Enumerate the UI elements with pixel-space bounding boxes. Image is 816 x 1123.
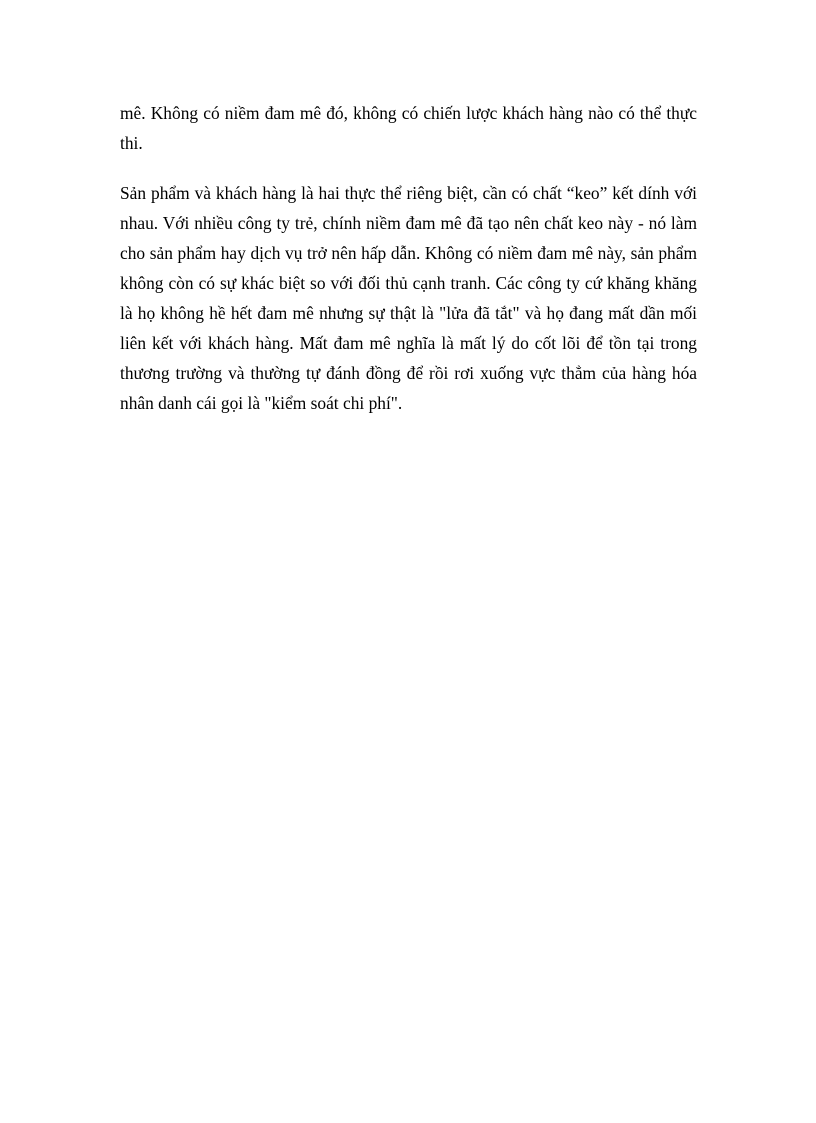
paragraph-2 bbox=[120, 178, 697, 418]
text-line: không còn có sự khác biệt so với đối thủ cạnh tranh. Các công ty cứ khăng khăng bbox=[120, 273, 697, 293]
text-line: Sản phẩm và khách hàng là hai thực thể riêng biệt, cần có chất “keo” kết dính với bbox=[120, 183, 697, 203]
text-line: là họ không hề hết đam mê nhưng sự thật là "lửa đã tắt" và họ đang mất dần mối bbox=[120, 303, 697, 323]
text-line: thi. bbox=[120, 133, 143, 153]
text-line: nhân danh cái gọi là "kiểm soát chi phí". bbox=[120, 393, 403, 413]
text-line: liên kết với khách hàng. Mất đam mê nghĩa là mất lý do cốt lõi để tồn tại trong bbox=[120, 333, 697, 353]
text-line: thương trường và thường tự đánh đồng để rồi rơi xuống vực thẳm của hàng hóa bbox=[120, 363, 697, 383]
text-line: nhau. Với nhiều công ty trẻ, chính niềm đam mê đã tạo nên chất keo này - nó làm bbox=[120, 213, 697, 233]
paragraph-1 bbox=[120, 98, 697, 158]
text-line: cho sản phẩm hay dịch vụ trở nên hấp dẫn. Không có niềm đam mê này, sản phẩm bbox=[120, 243, 697, 263]
text-line: mê. Không có niềm đam mê đó, không có chiến lược khách hàng nào có thể thực bbox=[120, 103, 697, 123]
